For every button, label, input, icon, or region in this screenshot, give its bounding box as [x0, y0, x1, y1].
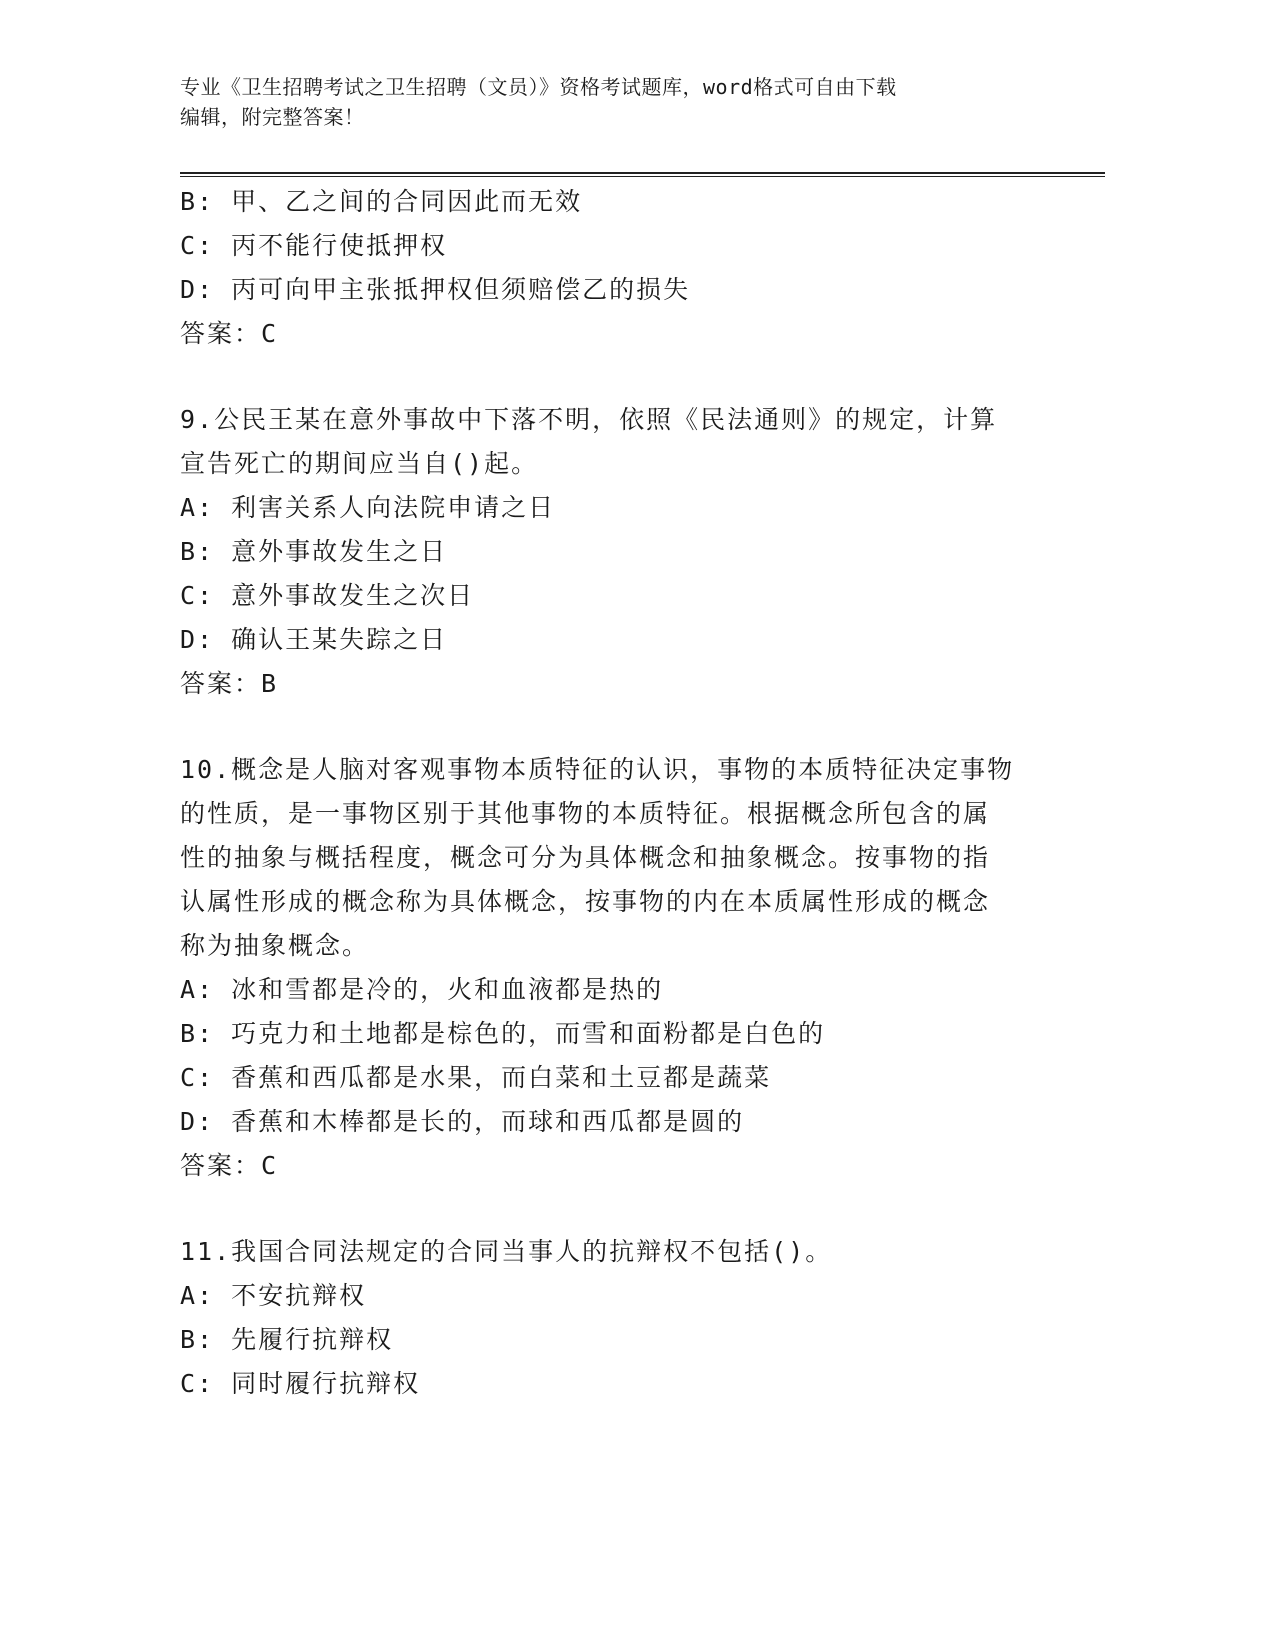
- option-d: D: 香蕉和木棒都是长的，而球和西瓜都是圆的: [180, 1107, 745, 1136]
- header-line-1: 专业《卫生招聘考试之卫生招聘（文员）》资格考试题库，word格式可自由下载: [180, 75, 897, 99]
- option-b: B: 先履行抗辩权: [180, 1325, 394, 1354]
- question-stem: 的性质，是一事物区别于其他事物的本质特征。根据概念所包含的属: [180, 799, 991, 828]
- option-a: A: 冰和雪都是冷的，火和血液都是热的: [180, 975, 664, 1004]
- option-d: D: 确认王某失踪之日: [180, 625, 448, 654]
- option-c: C: 意外事故发生之次日: [180, 581, 475, 610]
- question-content: [180, 180, 1040, 1406]
- question-stem: 认属性形成的概念称为具体概念，按事物的内在本质属性形成的概念: [180, 887, 991, 916]
- page-header: [180, 72, 1040, 132]
- header-line-2: 编辑，附完整答案！: [180, 105, 365, 129]
- question-stem: 9.公民王某在意外事故中下落不明，依照《民法通则》的规定，计算: [180, 405, 998, 434]
- option-b: B: 意外事故发生之日: [180, 537, 448, 566]
- option-b: B: 甲、乙之间的合同因此而无效: [180, 187, 583, 216]
- option-c: C: 丙不能行使抵押权: [180, 231, 448, 260]
- question-9: [180, 398, 1040, 706]
- option-c: C: 香蕉和西瓜都是水果，而白菜和土豆都是蔬菜: [180, 1063, 772, 1092]
- answer-line: 答案：C: [180, 319, 279, 348]
- question-stem: 称为抽象概念。: [180, 931, 370, 960]
- continued-question: [180, 180, 1040, 356]
- option-c: C: 同时履行抗辩权: [180, 1369, 421, 1398]
- header-divider: [180, 172, 1105, 177]
- option-a: A: 不安抗辩权: [180, 1281, 367, 1310]
- question-stem: 宣告死亡的期间应当自()起。: [180, 449, 539, 478]
- answer-line: 答案：C: [180, 1151, 279, 1180]
- option-d: D: 丙可向甲主张抵押权但须赔偿乙的损失: [180, 275, 691, 304]
- option-a: A: 利害关系人向法院申请之日: [180, 493, 556, 522]
- question-stem: 性的抽象与概括程度，概念可分为具体概念和抽象概念。按事物的指: [180, 843, 991, 872]
- option-b: B: 巧克力和土地都是棕色的，而雪和面粉都是白色的: [180, 1019, 826, 1048]
- question-10: [180, 748, 1040, 1188]
- answer-line: 答案：B: [180, 669, 279, 698]
- question-stem: 11.我国合同法规定的合同当事人的抗辩权不包括()。: [180, 1237, 833, 1266]
- question-stem: 10.概念是人脑对客观事物本质特征的认识，事物的本质特征决定事物: [180, 755, 1015, 784]
- question-11: [180, 1230, 1040, 1406]
